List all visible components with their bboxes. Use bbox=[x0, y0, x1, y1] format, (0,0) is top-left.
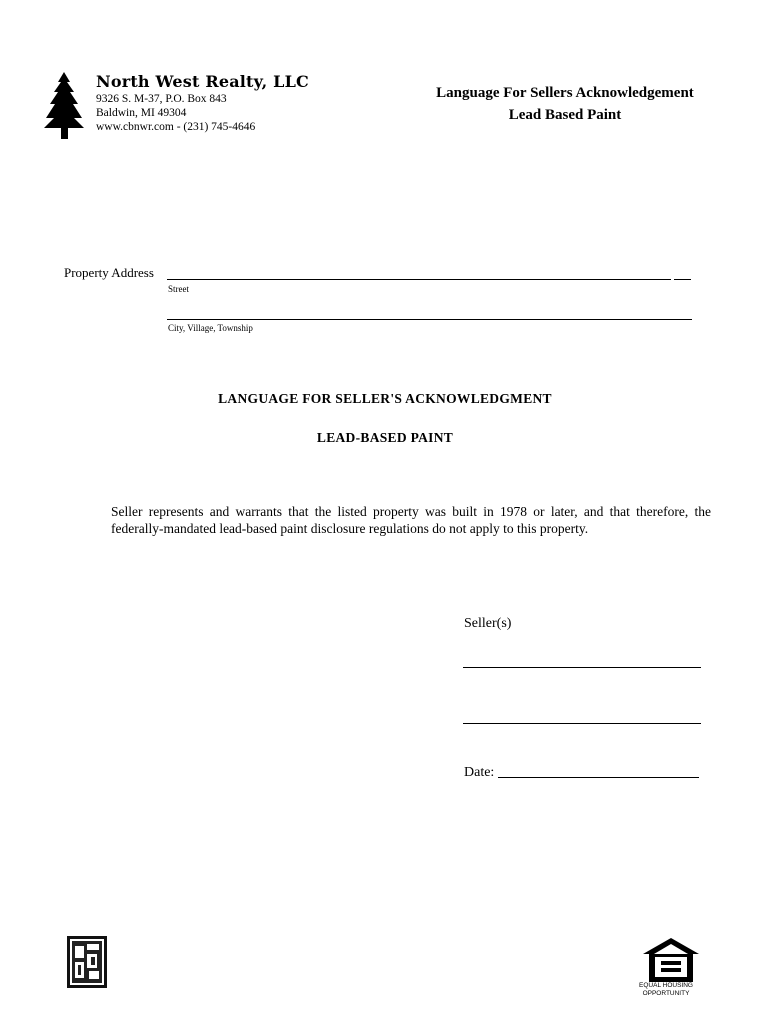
company-address-line2: Baldwin, MI 49304 bbox=[96, 107, 187, 119]
street-input-line-tail bbox=[674, 279, 691, 280]
equal-housing-caption bbox=[630, 982, 702, 998]
acknowledgment-text: Seller represents and warrants that the listed property was built in 1978 or later, and that therefore, the federally-mandated lead-based paint disclosure regulations do not apply to this property. bbox=[111, 504, 711, 536]
document-title-line2: Lead Based Paint bbox=[508, 107, 622, 123]
date-label: Date: bbox=[464, 765, 495, 780]
pine-tree-icon bbox=[44, 72, 84, 142]
equal-housing-caption-line1: EQUAL HOUSING bbox=[639, 982, 693, 989]
section-heading: LANGUAGE FOR SELLER'S ACKNOWLEDGMENT bbox=[218, 391, 552, 406]
date-input-line[interactable] bbox=[498, 777, 699, 778]
seller-signature-line-1[interactable] bbox=[463, 667, 701, 668]
sellers-label: Seller(s) bbox=[464, 616, 512, 631]
property-address-label: Property Address bbox=[64, 265, 154, 280]
document-title-line1: Language For Sellers Acknowledgement bbox=[436, 85, 694, 101]
seller-signature-line-2[interactable] bbox=[463, 723, 701, 724]
company-name: North West Realty, LLC bbox=[96, 72, 309, 91]
company-address-line1: 9326 S. M-37, P.O. Box 843 bbox=[96, 93, 227, 105]
equal-housing-caption-line2: OPPORTUNITY bbox=[642, 990, 690, 997]
company-contact: www.cbnwr.com - (231) 745-4646 bbox=[96, 121, 256, 133]
section-subheading: LEAD-BASED PAINT bbox=[316, 430, 454, 445]
realtor-seal-icon bbox=[67, 936, 107, 988]
equal-housing-icon bbox=[643, 938, 699, 982]
city-caption: City, Village, Township bbox=[168, 323, 253, 333]
document-title bbox=[400, 82, 730, 126]
street-input-line[interactable] bbox=[167, 279, 671, 280]
street-caption: Street bbox=[168, 284, 189, 294]
city-input-line[interactable] bbox=[167, 319, 692, 320]
